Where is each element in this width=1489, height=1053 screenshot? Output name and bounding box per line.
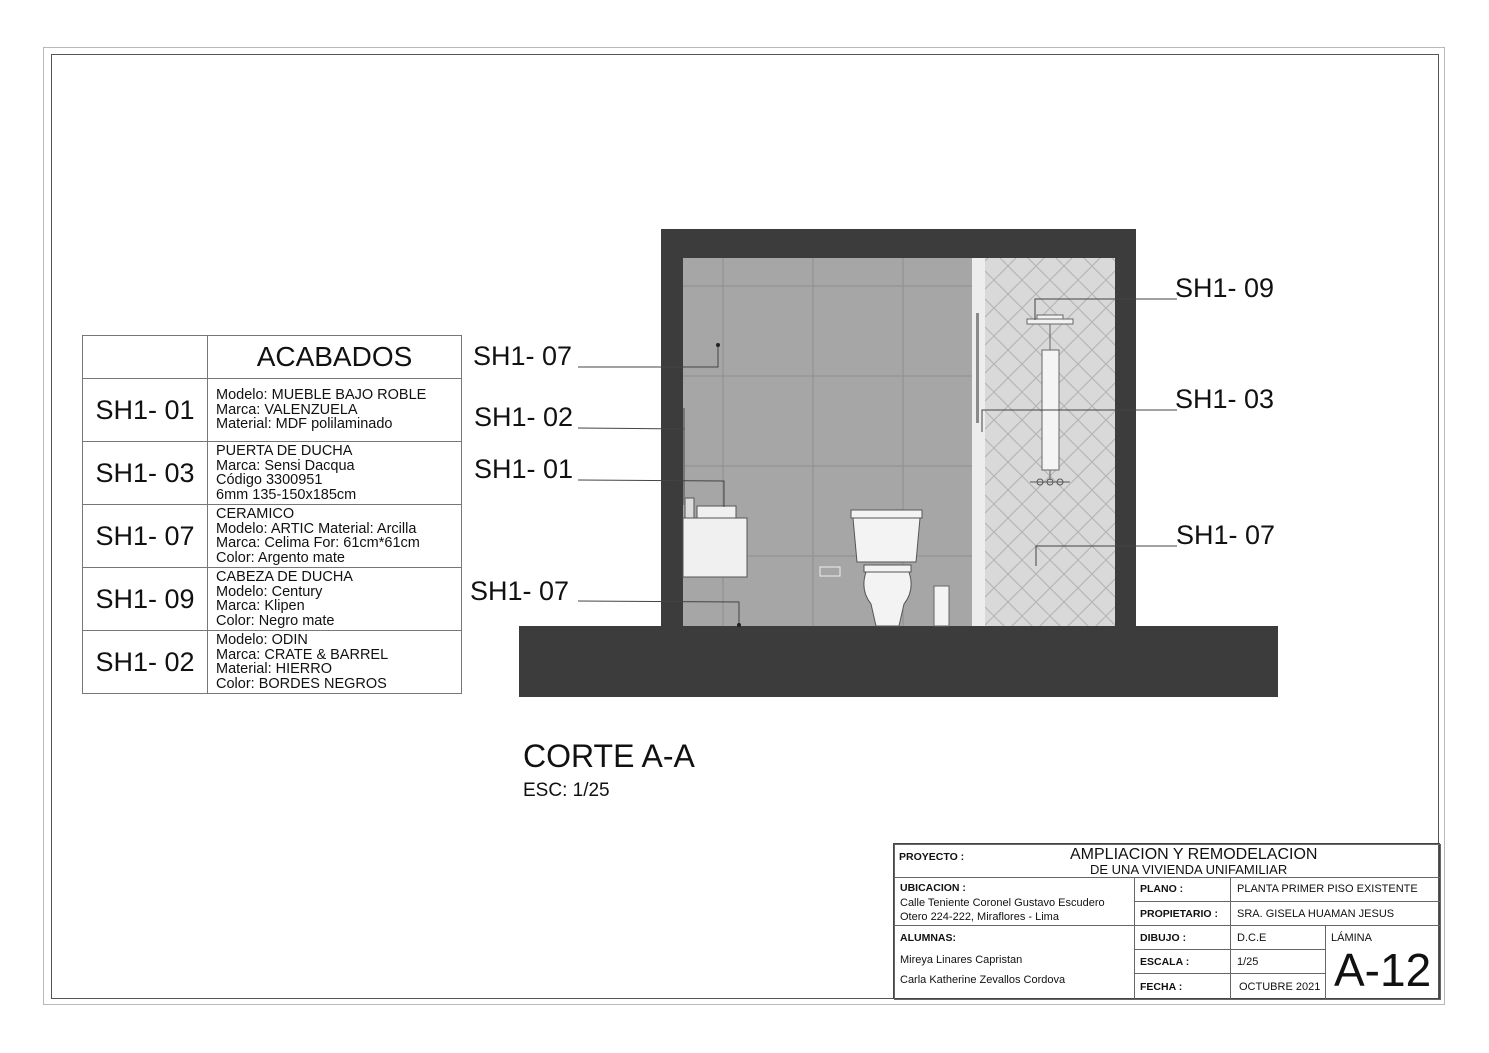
lamina-label: LÁMINA bbox=[1331, 932, 1372, 944]
finish-line: Marca: Celima For: 61cm*61cm bbox=[216, 535, 420, 551]
finish-line: Color: Negro mate bbox=[216, 612, 335, 629]
shower-head bbox=[1027, 319, 1073, 324]
finish-line: PUERTA DE DUCHA bbox=[216, 443, 353, 459]
plano-label-cell bbox=[1134, 877, 1231, 902]
fecha-value: OCTUBRE 2021 bbox=[1239, 981, 1321, 993]
callout-sh1-07-bottom: SH1- 07 bbox=[470, 576, 570, 606]
finish-line: Modelo: Century bbox=[216, 583, 323, 600]
title-block bbox=[893, 843, 1440, 999]
finish-line: Marca: VALENZUELA bbox=[216, 401, 358, 418]
finish-line: Color: Argento mate bbox=[216, 549, 345, 566]
alumna-1: Mireya Linares Capristan bbox=[900, 954, 1023, 966]
finish-code: SH1- 07 bbox=[83, 505, 208, 568]
callout-sh1-03: SH1- 03 bbox=[1175, 384, 1275, 414]
finish-line: Marca: Sensi Dacqua bbox=[216, 457, 355, 474]
plano-value: PLANTA PRIMER PISO EXISTENTE bbox=[1237, 883, 1418, 895]
proyecto-line1: AMPLIACION Y REMODELACION bbox=[1070, 846, 1318, 863]
shower-head-arm bbox=[1037, 315, 1063, 319]
finish-line: Modelo: ODIN bbox=[216, 632, 308, 648]
ubicacion-line1: Calle Teniente Coronel Gustavo Escudero bbox=[900, 897, 1105, 909]
finish-line: CERAMICO bbox=[216, 506, 295, 522]
plano-value-cell bbox=[1230, 877, 1441, 902]
proyecto-line2: DE UNA VIVIENDA UNIFAMILIAR bbox=[1090, 862, 1288, 877]
finish-code: SH1- 09 bbox=[83, 568, 208, 631]
finish-line: Modelo: MUEBLE BAJO ROBLE bbox=[216, 387, 427, 404]
finish-line: Marca: Klipen bbox=[216, 598, 305, 614]
finish-code: SH1- 03 bbox=[83, 442, 208, 505]
lamina-cell bbox=[1325, 925, 1441, 1000]
dibujo-value-cell bbox=[1230, 925, 1326, 950]
escala-label-cell bbox=[1134, 949, 1231, 974]
alumna-2: Carla Katherine Zevallos Cordova bbox=[900, 974, 1066, 986]
finish-line: Modelo: ARTIC Material: Arcilla bbox=[216, 520, 417, 537]
plano-label: PLANO : bbox=[1140, 883, 1184, 895]
dibujo-value: D.C.E bbox=[1237, 932, 1267, 944]
fecha-label-cell bbox=[1134, 973, 1231, 1000]
ubicacion-cell bbox=[894, 877, 1135, 926]
escala-value-cell bbox=[1230, 949, 1326, 974]
propietario-value: SRA. GISELA HUAMAN JESUS bbox=[1237, 908, 1395, 920]
propietario-value-cell bbox=[1230, 901, 1441, 926]
fecha-value-cell bbox=[1230, 973, 1326, 1000]
faucet bbox=[685, 498, 694, 518]
drawing-title: CORTE A-A bbox=[523, 738, 695, 774]
finish-line: Material: HIERRO bbox=[216, 661, 333, 677]
dibujo-label-cell bbox=[1134, 925, 1231, 950]
alumnas-cell bbox=[894, 925, 1135, 1000]
dibujo-label: DIBUJO : bbox=[1140, 932, 1187, 944]
waste-bin bbox=[934, 586, 949, 626]
vanity-sink bbox=[697, 506, 736, 518]
propietario-label-cell bbox=[1134, 901, 1231, 926]
finish-line: Marca: CRATE & BARREL bbox=[216, 646, 389, 663]
finish-code: SH1- 02 bbox=[83, 631, 208, 694]
finish-line: Color: BORDES NEGROS bbox=[216, 675, 387, 692]
finish-line: Código 3300951 bbox=[216, 472, 323, 488]
callout-sh1-09: SH1- 09 bbox=[1175, 273, 1275, 303]
proyecto-row bbox=[894, 844, 1441, 878]
escala-value: 1/25 bbox=[1237, 956, 1259, 968]
finish-line: 6mm 135-150x185cm bbox=[216, 486, 357, 503]
proyecto-label: PROYECTO : bbox=[899, 851, 965, 863]
vanity-cabinet bbox=[683, 518, 747, 577]
callout-sh1-07-right: SH1- 07 bbox=[1176, 520, 1276, 550]
finish-line: CABEZA DE DUCHA bbox=[216, 569, 353, 585]
lamina-value: A-12 bbox=[1334, 944, 1432, 996]
finish-code: SH1- 01 bbox=[83, 379, 208, 442]
ubicacion-line2: Otero 224-222, Miraflores - Lima bbox=[900, 911, 1059, 923]
callout-sh1-07-top: SH1- 07 bbox=[473, 341, 573, 371]
alumnas-label: ALUMNAS: bbox=[900, 932, 956, 944]
escala-label: ESCALA : bbox=[1140, 956, 1190, 968]
shower-door-handle bbox=[976, 313, 979, 423]
finish-line: Material: MDF polilaminado bbox=[216, 416, 393, 433]
drawing-scale: ESC: 1/25 bbox=[523, 780, 610, 801]
propietario-label: PROPIETARIO : bbox=[1140, 908, 1218, 920]
callout-sh1-01: SH1- 01 bbox=[474, 454, 574, 484]
floor-slab bbox=[519, 626, 1278, 697]
ubicacion-label: UBICACION : bbox=[900, 882, 966, 894]
callout-sh1-02: SH1- 02 bbox=[474, 402, 574, 432]
finishes-heading: ACABADOS bbox=[208, 336, 462, 379]
fecha-label: FECHA : bbox=[1140, 981, 1183, 993]
